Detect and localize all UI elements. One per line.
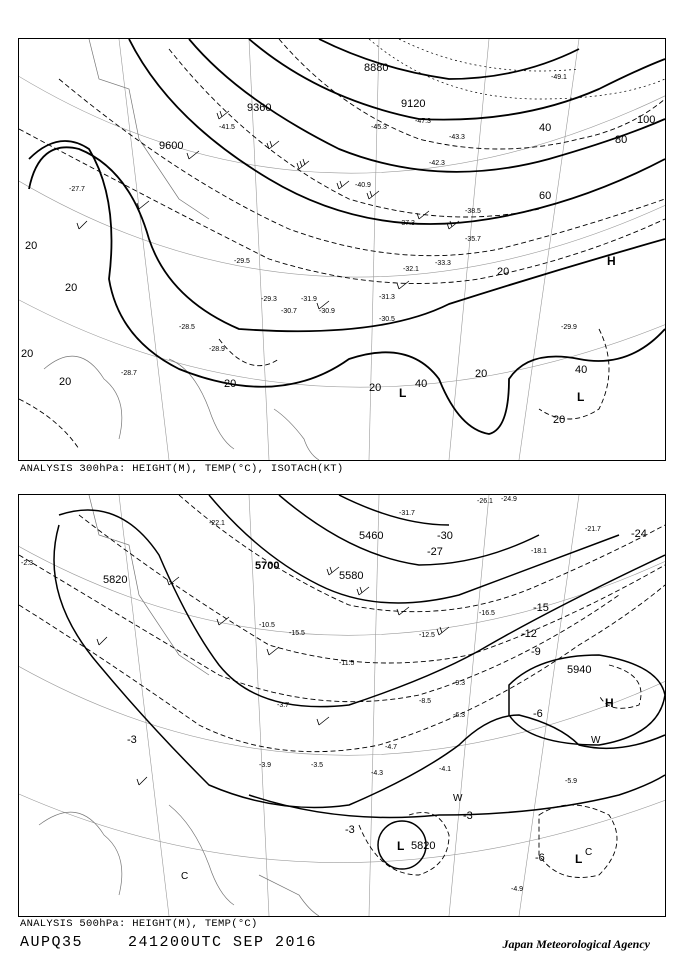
temp-value: -47.3 — [415, 118, 431, 125]
low-pressure-icon: L — [575, 852, 583, 866]
isotach-label: 20 — [59, 376, 72, 388]
high-pressure-icon: H — [607, 254, 616, 268]
temp-value: -16.5 — [479, 610, 495, 617]
temp-value: -6.3 — [453, 712, 466, 719]
temp-contour-label: -24 — [631, 528, 647, 540]
isotach-label: 20 — [475, 368, 488, 380]
temp-value: -3.9 — [259, 762, 272, 769]
height-label: 5820 — [411, 840, 436, 852]
height-label: 9600 — [159, 140, 184, 152]
map-panel-300hpa — [18, 38, 666, 461]
temp-value: -28.7 — [121, 370, 137, 377]
temp-value: -21.7 — [585, 526, 601, 533]
temp-contour-label: -9 — [531, 646, 541, 658]
temp-contour-label: -3 — [127, 734, 137, 746]
temp-value: -9.3 — [453, 680, 466, 687]
agency-name: Japan Meteorological Agency — [502, 937, 650, 951]
temp-contour-label: -6 — [533, 708, 543, 720]
valid-time: 241200UTC SEP 2016 — [128, 934, 318, 951]
temp-value: -29.5 — [234, 258, 250, 265]
height-label: 9360 — [247, 102, 272, 114]
temperature-values — [21, 496, 601, 893]
isotach-label: 20 — [25, 240, 38, 252]
warm-center-icon: W — [591, 735, 601, 746]
temp-value: -28.5 — [179, 324, 195, 331]
temp-value: -40.9 — [355, 182, 371, 189]
temp-value: -12.5 — [419, 632, 435, 639]
isotach-label: 20 — [553, 414, 566, 426]
isotach-lines — [369, 39, 665, 99]
temp-value: -15.5 — [289, 630, 305, 637]
temp-value: -18.1 — [531, 548, 547, 555]
temp-contour-label: -30 — [437, 530, 453, 542]
temp-value: -31.3 — [379, 294, 395, 301]
temp-value: -2.3 — [21, 560, 34, 567]
temp-value: -3.7 — [277, 702, 290, 709]
graticule — [19, 39, 665, 460]
high-pressure-icon: H — [605, 696, 614, 710]
cold-center-icon: C — [585, 847, 593, 858]
temp-value: -8.5 — [419, 698, 432, 705]
caption-300hpa: ANALYSIS 300hPa: HEIGHT(M), TEMP(°C), ISOTACH(KT) — [20, 463, 344, 475]
temp-value: -49.1 — [551, 74, 567, 81]
isotach-label: 20 — [224, 378, 237, 390]
temp-value: -4.1 — [439, 766, 452, 773]
temp-value: -30.7 — [281, 308, 297, 315]
isotach-label: 100 — [637, 114, 656, 126]
cold-center-icon: C — [181, 871, 189, 882]
product-code: AUPQ35 — [20, 934, 84, 951]
height-label: 5580 — [339, 570, 364, 582]
isotach-label: 40 — [415, 378, 428, 390]
temperature-contours — [19, 495, 665, 878]
isotach-label: 60 — [539, 190, 552, 202]
caption-500hpa: ANALYSIS 500hPa: HEIGHT(M), TEMP(°C) — [20, 918, 258, 930]
temp-value: -30.5 — [379, 316, 395, 323]
isotach-label: 20 — [369, 382, 382, 394]
warm-center-icon: W — [453, 793, 463, 804]
temp-contour-label: -27 — [427, 546, 443, 558]
temp-value: -11.5 — [339, 660, 355, 667]
temp-value: -22.1 — [209, 520, 225, 527]
height-label: 5940 — [567, 664, 592, 676]
height-label: 5820 — [103, 574, 128, 586]
height-contours — [54, 495, 665, 869]
low-pressure-icon: L — [577, 390, 585, 404]
isotach-label: 20 — [497, 266, 510, 278]
temp-contour-label: -6 — [535, 852, 545, 864]
temp-value: -33.3 — [435, 260, 451, 267]
height-label: 9120 — [401, 98, 426, 110]
temp-contour-label: -3 — [345, 824, 355, 836]
temp-value: -4.7 — [385, 744, 398, 751]
low-pressure-icon: L — [397, 839, 405, 853]
temp-value: -10.5 — [259, 622, 275, 629]
temp-value: -35.7 — [465, 236, 481, 243]
temp-value: -29.9 — [561, 324, 577, 331]
temp-value: -27.7 — [69, 186, 85, 193]
temp-value: -43.3 — [449, 134, 465, 141]
map-300hpa-canvas — [19, 39, 665, 460]
coastlines — [44, 39, 319, 460]
wind-barbs — [77, 111, 459, 309]
temp-value: -42.3 — [429, 160, 445, 167]
temp-value: -5.9 — [565, 778, 578, 785]
temp-value: -4.9 — [511, 886, 524, 893]
temp-contour-label: -12 — [521, 628, 537, 640]
temp-value: -26.1 — [477, 498, 493, 505]
temp-value: -31.7 — [399, 510, 415, 517]
isotach-label: 40 — [575, 364, 588, 376]
low-pressure-icon: L — [399, 386, 407, 400]
height-label: 5700 — [255, 560, 280, 572]
isotach-label: 20 — [65, 282, 78, 294]
temp-value: -32.1 — [403, 266, 419, 273]
temp-value: -3.5 — [311, 762, 324, 769]
isotach-label: 40 — [539, 122, 552, 134]
map-panel-500hpa — [18, 494, 666, 917]
temp-value: -29.3 — [261, 296, 277, 303]
height-label: 8880 — [364, 62, 389, 74]
temp-value: -37.3 — [399, 220, 415, 227]
temp-value: -24.9 — [501, 496, 517, 503]
isotach-label: 80 — [615, 134, 628, 146]
temp-contour-label: -15 — [533, 602, 549, 614]
map-500hpa-canvas — [19, 495, 665, 916]
height-label: 5460 — [359, 530, 384, 542]
temp-value: -41.5 — [219, 124, 235, 131]
temp-value: -38.5 — [465, 208, 481, 215]
temp-value: -45.3 — [371, 124, 387, 131]
temp-value: -31.9 — [301, 296, 317, 303]
temp-value: -30.9 — [319, 308, 335, 315]
temp-contour-label: -3 — [463, 810, 473, 822]
temp-value: -4.3 — [371, 770, 384, 777]
temp-value: -28.9 — [209, 346, 225, 353]
isotach-label: 20 — [21, 348, 34, 360]
